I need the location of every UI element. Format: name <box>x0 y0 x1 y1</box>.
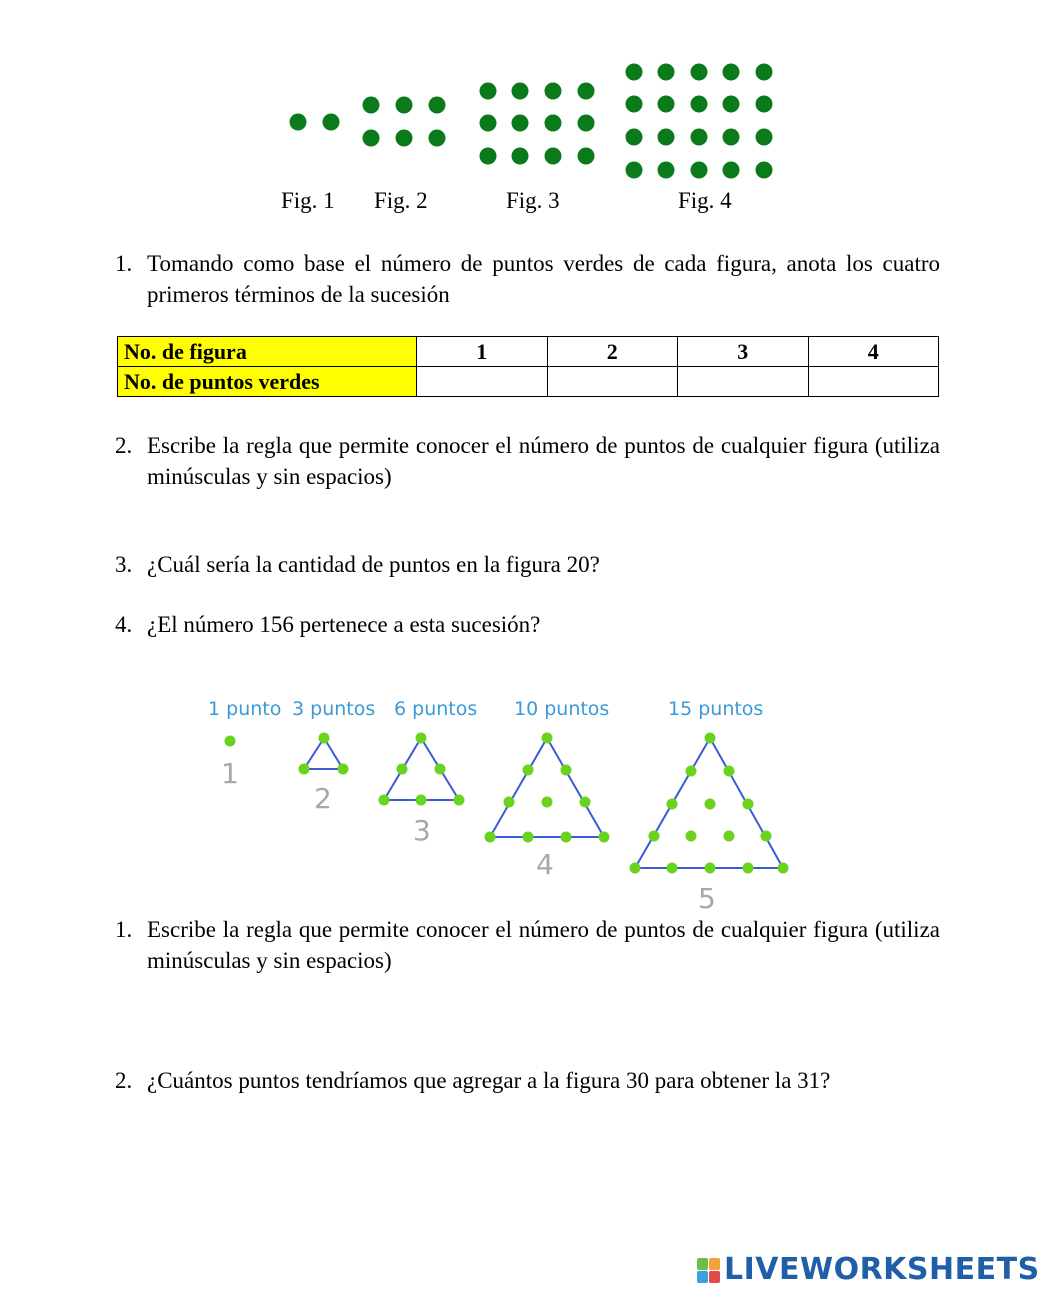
triangle-label-3: 6 puntos <box>394 698 478 720</box>
figure-1-dots <box>290 114 340 131</box>
question-text: Escribe la regla que permite conocer el número de puntos de cualquier figura (utiliza minúsculas y sin espacios) <box>147 917 940 973</box>
question-number: 2. <box>115 433 133 458</box>
fig-label-4: Fig. 4 <box>678 188 732 213</box>
triangle-label-5: 15 puntos <box>668 698 764 720</box>
answer-cell-2[interactable] <box>547 367 678 397</box>
question-4 <box>115 609 940 640</box>
column-header: 1 <box>417 337 548 367</box>
question-text: Tomando como base el número de puntos verdes de cada figura, anota los cuatro primeros términos de la sucesión <box>147 251 940 307</box>
table-row <box>118 367 939 397</box>
fig-label-2: Fig. 2 <box>374 188 428 213</box>
question-number: 1. <box>115 917 133 942</box>
fig-label-1: Fig. 1 <box>281 188 335 213</box>
question-text: ¿Cuántos puntos tendríamos que agregar a la figura 30 para obtener la 31? <box>147 1068 831 1093</box>
row-header-dots: No. de puntos verdes <box>118 367 417 397</box>
triangle-1-dot <box>225 736 236 747</box>
question-5 <box>115 914 940 976</box>
answer-cell-1[interactable] <box>417 367 548 397</box>
triangle-number-4: 4 <box>536 848 554 881</box>
question-1 <box>115 248 940 310</box>
sequence-table <box>117 336 939 397</box>
rectangular-dot-figures <box>0 0 1000 200</box>
triangular-dot-figures <box>0 720 1000 880</box>
question-text: Escribe la regla que permite conocer el número de puntos de cualquier figura (utiliza minúsculas y sin espacios) <box>147 433 940 489</box>
column-header: 4 <box>808 337 939 367</box>
figure-4-dots <box>626 64 773 179</box>
question-number: 1. <box>115 251 133 276</box>
fig-label-3: Fig. 3 <box>506 188 560 213</box>
liveworksheets-logo-icon <box>697 1258 721 1284</box>
triangle-label-1: 1 punto <box>208 698 282 720</box>
row-header-figure: No. de figura <box>118 337 417 367</box>
question-number: 3. <box>115 552 133 577</box>
column-header: 2 <box>547 337 678 367</box>
liveworksheets-brand: LIVEWORKSHEETS <box>724 1252 1040 1287</box>
question-number: 2. <box>115 1068 133 1093</box>
answer-cell-4[interactable] <box>808 367 939 397</box>
question-text: ¿Cuál sería la cantidad de puntos en la figura 20? <box>147 552 600 577</box>
answer-cell-3[interactable] <box>678 367 809 397</box>
question-2 <box>115 430 940 492</box>
triangle-number-2: 2 <box>314 782 332 815</box>
question-text: ¿El número 156 pertenece a esta sucesión? <box>147 612 541 637</box>
triangle-number-5: 5 <box>698 882 716 915</box>
question-6 <box>115 1065 940 1096</box>
triangle-number-1: 1 <box>221 757 239 790</box>
triangle-label-4: 10 puntos <box>514 698 610 720</box>
table-row <box>118 337 939 367</box>
question-number: 4. <box>115 612 133 637</box>
triangle-label-2: 3 puntos <box>292 698 376 720</box>
triangle-number-3: 3 <box>413 814 431 847</box>
figure-2-dots <box>363 97 446 147</box>
column-header: 3 <box>678 337 809 367</box>
question-3 <box>115 549 940 580</box>
figure-3-dots <box>480 83 595 165</box>
